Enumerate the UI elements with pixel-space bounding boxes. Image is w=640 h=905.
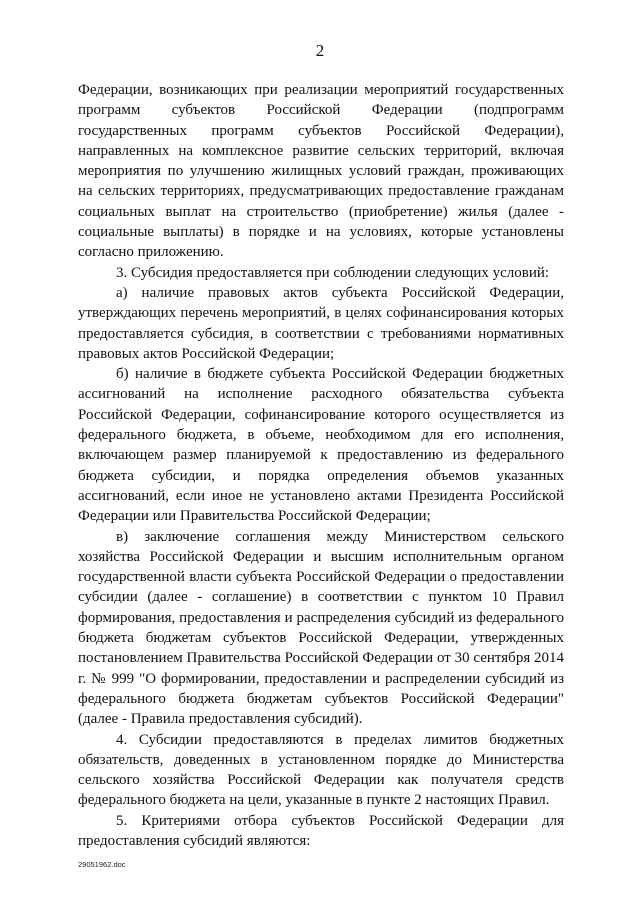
page-number: 2 bbox=[315, 41, 325, 60]
document-body bbox=[78, 80, 564, 851]
paragraph-clause-4: 4. Субсидии предоставляются в пределах лимитов бюджетных обязательств, доведенных в установленном порядке до Министерства сельского хозяйства Российской Федерации как получателя средств федерального бюджета на цели, указанные в пункте 2 настоящих Правил. bbox=[78, 731, 564, 809]
paragraph-clause-3a: а) наличие правовых актов субъекта Российской Федерации, утверждающих перечень мероприятий, в целях софинансирования которых предоставляется субсидия, в соответствии с требованиями нормативных правовых актов Российской Федерации; bbox=[78, 284, 564, 362]
paragraph-clause-3: 3. Субсидия предоставляется при соблюдении следующих условий: bbox=[116, 264, 550, 281]
paragraph-clause-5: 5. Критериями отбора субъектов Российской Федерации для предоставления субсидий являются: bbox=[78, 812, 564, 849]
paragraph-continuation: Федерации, возникающих при реализации мероприятий государственных программ субъектов Российской Федерации (подпрограмм государственных программ субъектов Российской Федерации), направленных на комплексное развитие сельских территорий, включая мероприятия по улучшению жилищных условий граждан, проживающих на сельских территориях, предусматривающих предоставление гражданам социальных выплат на строительство (приобретение) жилья (далее - социальные выплаты) в порядке и на условиях, которые установлены согласно приложению. bbox=[78, 82, 564, 261]
paragraph-clause-3b: б) наличие в бюджете субъекта Российской Федерации бюджетных ассигнований на исполнение расходного обязательства субъекта Российской Федерации, софинансирование которого осуществляется из федерального бюджета, в объеме, необходимом для его исполнения, включающем размер планируемой к предоставлению из федерального бюджета субсидии, и порядка определения объемов указанных ассигнований, если иное не установлено актами Президента Российской Федерации или Правительства Российской Федерации; bbox=[78, 366, 564, 525]
footer-filename: 29051962.doc bbox=[78, 860, 126, 869]
paragraph-clause-3v: в) заключение соглашения между Министерством сельского хозяйства Российской Федерации и высшим исполнительным органом государственной власти субъекта Российской Федерации о предоставлении субсидии (далее - соглашение) в соответствии с пунктом 10 Правил формирования, предоставления и распределения субсидий из федерального бюджета бюджетам субъектов Российской Федерации, утвержденных постановлением Правительства Российской Федерации от 30 сентября 2014 г. № 999 "О формировании, предоставлении и распределении субсидий из федерального бюджета бюджетам субъектов Российской Федерации" (далее - Правила предоставления субсидий). bbox=[78, 528, 564, 728]
